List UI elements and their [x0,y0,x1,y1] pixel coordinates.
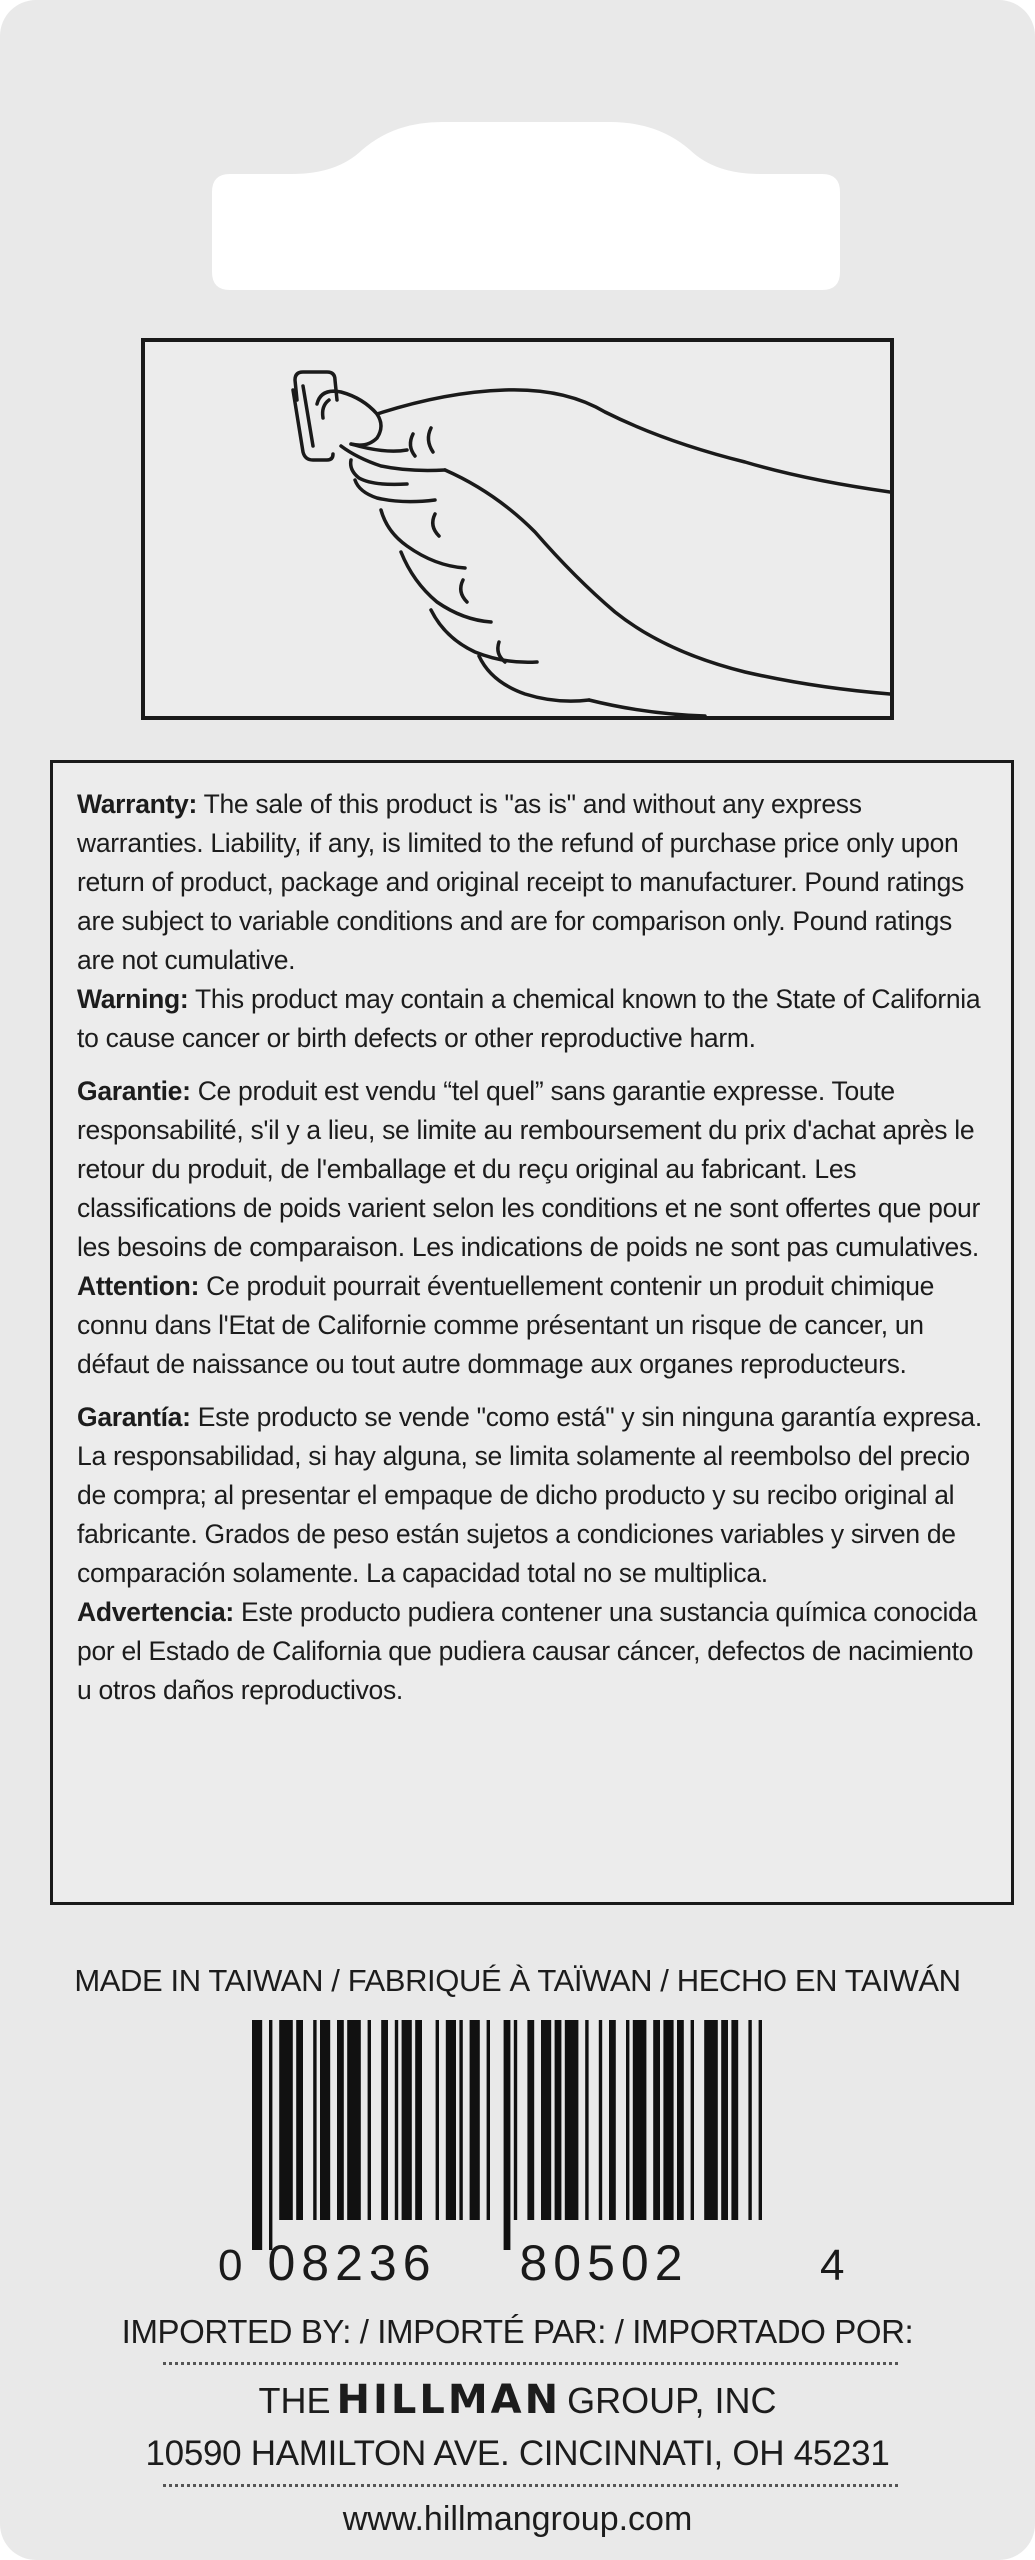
advertencia-paragraph [77,1593,987,1710]
barcode-bar [527,2020,534,2220]
barcode-bar [626,2020,629,2220]
barcode-bar [337,2020,344,2220]
barcode-bar [446,2020,456,2220]
garantia-text: Este producto se vende "como está" y sin ninguna garantía expresa. La responsabilidad, si hay alguna, se limita solamente al reembolso del precio de compra; al presentar el empaque de dicho producto y su recibo original al fabricante. Grados de peso están sujetos a condiciones variables y sirven de comparación solamente. La capacidad total no se multiplica. [77,1402,982,1588]
paragraph-gap [77,1058,987,1072]
company-prefix: THE [258,2380,331,2421]
dotted-divider-bottom [163,2484,898,2487]
warranty-label: Warranty: [77,789,198,819]
warning-paragraph [77,980,987,1058]
warranty-paragraph [77,785,987,980]
barcode-right-digit: 4 [820,2241,845,2290]
garantia-paragraph [77,1398,987,1593]
barcode-bar [347,2020,361,2220]
barcode-bar [555,2020,562,2220]
warning-text: This product may contain a chemical known to the State of California to cause cancer or birth defects or other reproductive harm. [77,984,981,1053]
dotted-divider-top [163,2362,898,2365]
website-url: www.hillmangroup.com [342,2500,693,2538]
barcode-bar [313,2020,316,2220]
barcode-bar [436,2020,439,2220]
company-brand-logo: HILLMAN [336,2377,562,2423]
paragraph-gap [77,1384,987,1398]
barcode-bar [279,2020,293,2220]
barcode-left-digit: 0 [218,2241,243,2290]
hand-holding-key-illustration [145,342,890,716]
barcode-bar [731,2020,738,2220]
barcode-bar [585,2020,588,2220]
barcode-bar [470,2020,480,2220]
barcode-bar [381,2020,388,2220]
company-suffix: GROUP, INC [567,2380,777,2421]
barcode-bars [252,2020,762,2250]
imported-by-label: IMPORTED BY: / IMPORTÉ PAR: / IMPORTADO POR: [121,2313,914,2350]
company-address: 10590 HAMILTON AVE. CINCINNATI, OH 45231 [145,2434,890,2473]
barcode-bar [269,2020,272,2250]
upc-barcode [200,2020,850,2300]
attention-paragraph [77,1267,987,1384]
warranty-text-box [50,760,1014,1905]
barcode-bar [487,2020,490,2220]
advertencia-label: Advertencia: [77,1597,234,1627]
barcode-bar [504,2020,511,2250]
company-name [0,2377,1035,2423]
barcode-bar [320,2020,330,2220]
barcode-bar [252,2020,262,2250]
warning-label: Warning: [77,984,189,1014]
barcode-bar [541,2020,551,2220]
hang-hole [172,122,880,310]
barcode-bar [599,2020,602,2220]
barcode-bar [677,2020,684,2220]
barcode-bar [653,2020,660,2220]
usage-illustration-frame [141,338,894,720]
barcode-bar [565,2020,579,2220]
advertencia-text: Este producto pudiera contener una sustancia química conocida por el Estado de California que pudiera causar cáncer, defectos de nacimiento u otros daños reproductivos. [77,1597,977,1705]
garantie-label: Garantie: [77,1076,191,1106]
barcode-bar [459,2020,462,2220]
barcode-bar [691,2020,694,2220]
barcode-bar [609,2020,616,2220]
garantie-text: Ce produit est vendu “tel quel” sans garantie expresse. Toute responsabilité, s'il y a lieu, se limite au remboursement du prix d'achat après le retour du produit, de l'emballage et du reçu original au fabricant. Les classifications de poids varient selon les conditions et ne sont offertes que pour les besoins de comparaison. Les indications de poids ne sont pas cumulatives. [77,1076,980,1262]
barcode-bar [514,2020,517,2220]
attention-label: Attention: [77,1271,200,1301]
garantie-paragraph [77,1072,987,1267]
country-of-origin: MADE IN TAIWAN / FABRIQUÉ À TAÏWAN / HECHO EN TAIWÁN [74,1963,961,1998]
barcode-bar [415,2020,422,2220]
barcode-bar [633,2020,647,2220]
barcode-bar [296,2020,303,2220]
barcode-group-2: 80502 [519,2235,689,2291]
barcode-bar [395,2020,398,2220]
barcode-bar [402,2020,412,2220]
barcode-bar [748,2020,751,2220]
barcode-bar [663,2020,673,2220]
barcode-bar [368,2020,371,2220]
attention-text: Ce produit pourrait éventuellement contenir un produit chimique connu dans l'Etat de Californie comme présentant un risque de cancer, un défaut de naissance ou tout autre dommage aux organes reproducteurs. [77,1271,935,1379]
barcode-bar [759,2020,762,2220]
warranty-text: The sale of this product is "as is" and without any express warranties. Liability, if any, is limited to the refund of purchase price only upon return of product, package and original receipt to manufacturer. Pound ratings are subject to variable conditions and are for comparison only. Pound ratings are not cumulative. [77,789,964,975]
barcode-bar [704,2020,718,2220]
barcode-group-1: 08236 [267,2235,437,2291]
barcode-bar [721,2020,728,2220]
garantia-label: Garantía: [77,1402,191,1432]
